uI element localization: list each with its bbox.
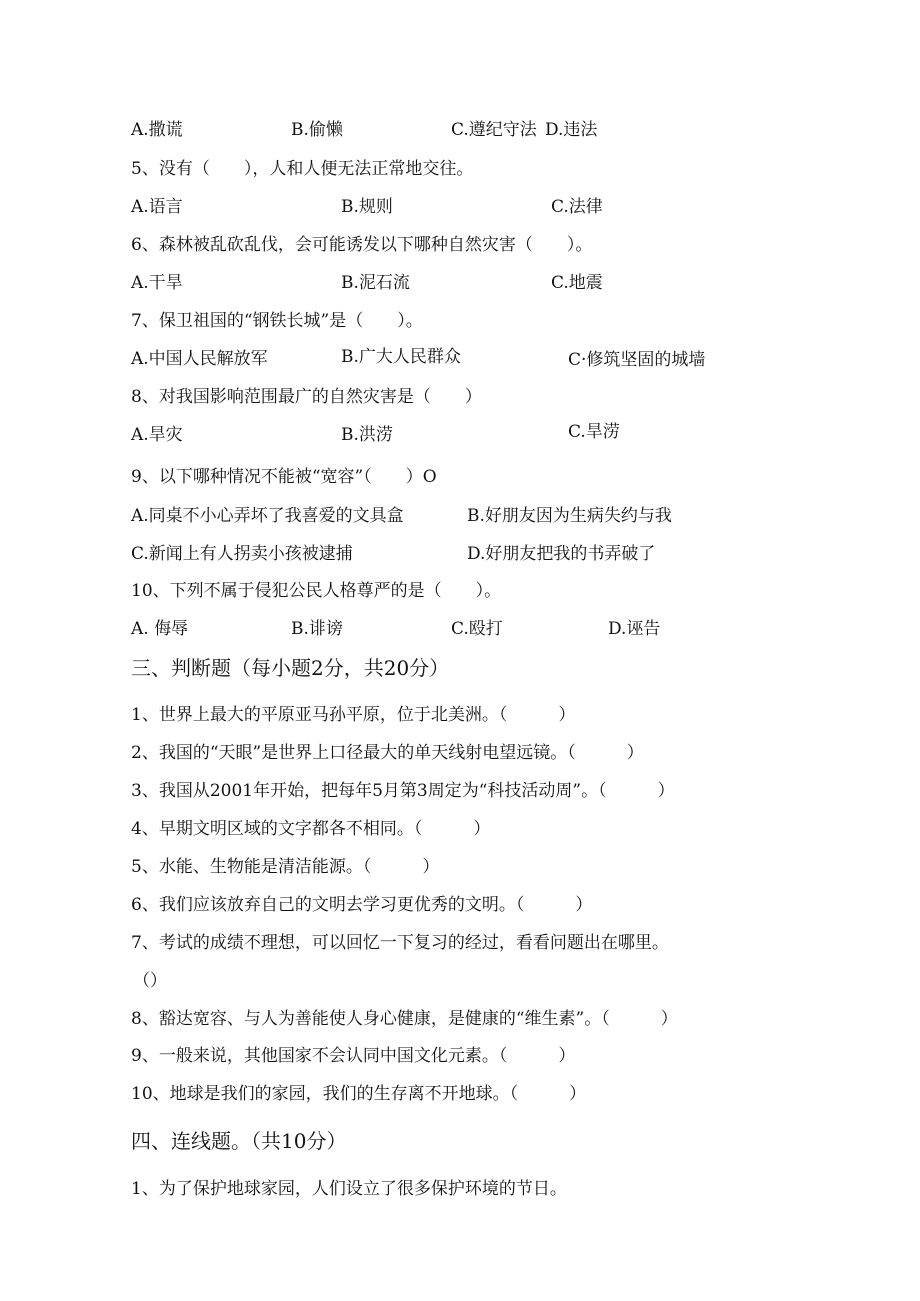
q7-option-b: B.广大人民群众 xyxy=(341,347,461,367)
q7-option-a: A.中国人民解放军 xyxy=(131,349,268,369)
q7-question: 7、保卫祖国的“钢铁长城”是（ ）。 xyxy=(131,311,423,331)
q8-option-c: C.旱涝 xyxy=(568,422,620,442)
judgment-item-2: 2、我国的“天眼”是世界上口径最大的单天线射电望远镜。（ ） xyxy=(131,743,644,763)
matching-item-1: 1、为了保护地球家园，人们设立了很多保护环境的节日。 xyxy=(131,1179,567,1199)
q6-option-c: C.地震 xyxy=(551,273,603,293)
q4-option-a: A.撒谎 xyxy=(131,120,183,140)
judgment-item-10: 10、地球是我们的家园，我们的生存离不开地球。（ ） xyxy=(131,1084,587,1104)
judgment-item-7: 7、考试的成绩不理想，可以回忆一下复习的经过，看看问题出在哪里。 xyxy=(131,933,669,953)
q5-question: 5、没有（ ），人和人便无法正常地交往。 xyxy=(131,159,474,179)
q10-option-a: A. 侮辱 xyxy=(131,619,189,639)
judgment-item-7-blank: （） xyxy=(133,971,167,991)
q7-option-c: C·修筑坚固的城墙 xyxy=(568,350,706,370)
judgment-item-3: 3、我国从2001年开始，把每年5月第3周定为“科技活动周”。（ ） xyxy=(131,781,675,801)
judgment-item-8: 8、豁达宽容、与人为善能使人身心健康，是健康的“维生素”。（ ） xyxy=(131,1009,678,1029)
q4-option-d: D.违法 xyxy=(545,120,598,140)
q10-option-b: B.诽谤 xyxy=(291,619,343,639)
q10-option-c: C.殴打 xyxy=(451,619,503,639)
q4-option-c: C.遵纪守法 xyxy=(451,120,537,140)
q9-question: 9、以下哪种情况不能被“宽容”（ ）O xyxy=(131,467,437,487)
q6-option-a: A.干旱 xyxy=(131,273,183,293)
q8-option-a: A.旱灾 xyxy=(131,425,183,445)
judgment-item-4: 4、早期文明区域的文字都各不相同。（ ） xyxy=(131,819,491,839)
q6-question: 6、森林被乱砍乱伐，会可能诱发以下哪种自然灾害（ ）。 xyxy=(131,235,593,255)
judgment-item-6: 6、我们应该放弃自己的文明去学习更优秀的文明。（ ） xyxy=(131,895,593,915)
q9-option-a: A.同桌不小心弄坏了我喜爱的文具盒 xyxy=(131,506,404,526)
judgment-item-1: 1、世界上最大的平原亚马孙平原，位于北美洲。（ ） xyxy=(131,705,576,725)
q9-option-b: B.好朋友因为生病失约与我 xyxy=(467,506,672,526)
q9-option-c: C.新闻上有人拐卖小孩被逮捕 xyxy=(131,544,353,564)
section3-title: 三、判断题（每小题2分，共20分） xyxy=(131,656,450,680)
q5-option-a: A.语言 xyxy=(131,197,183,217)
q5-option-b: B.规则 xyxy=(341,197,393,217)
q4-option-b: B.偷懒 xyxy=(291,120,343,140)
q8-option-b: B.洪涝 xyxy=(341,425,393,445)
q10-option-d: D.诬告 xyxy=(608,619,661,639)
section4-title: 四、连线题。（共10分） xyxy=(131,1129,347,1153)
q6-option-b: B.泥石流 xyxy=(341,273,410,293)
q8-question: 8、对我国影响范围最广的自然灾害是（ ） xyxy=(131,387,482,407)
q10-question: 10、下列不属于侵犯公民人格尊严的是（ ）。 xyxy=(131,581,502,601)
q5-option-c: C.法律 xyxy=(551,197,603,217)
judgment-item-5: 5、水能、生物能是清洁能源。（ ） xyxy=(131,857,440,877)
judgment-item-9: 9、一般来说，其他国家不会认同中国文化元素。（ ） xyxy=(131,1046,576,1066)
q9-option-d: D.好朋友把我的书弄破了 xyxy=(467,544,656,564)
